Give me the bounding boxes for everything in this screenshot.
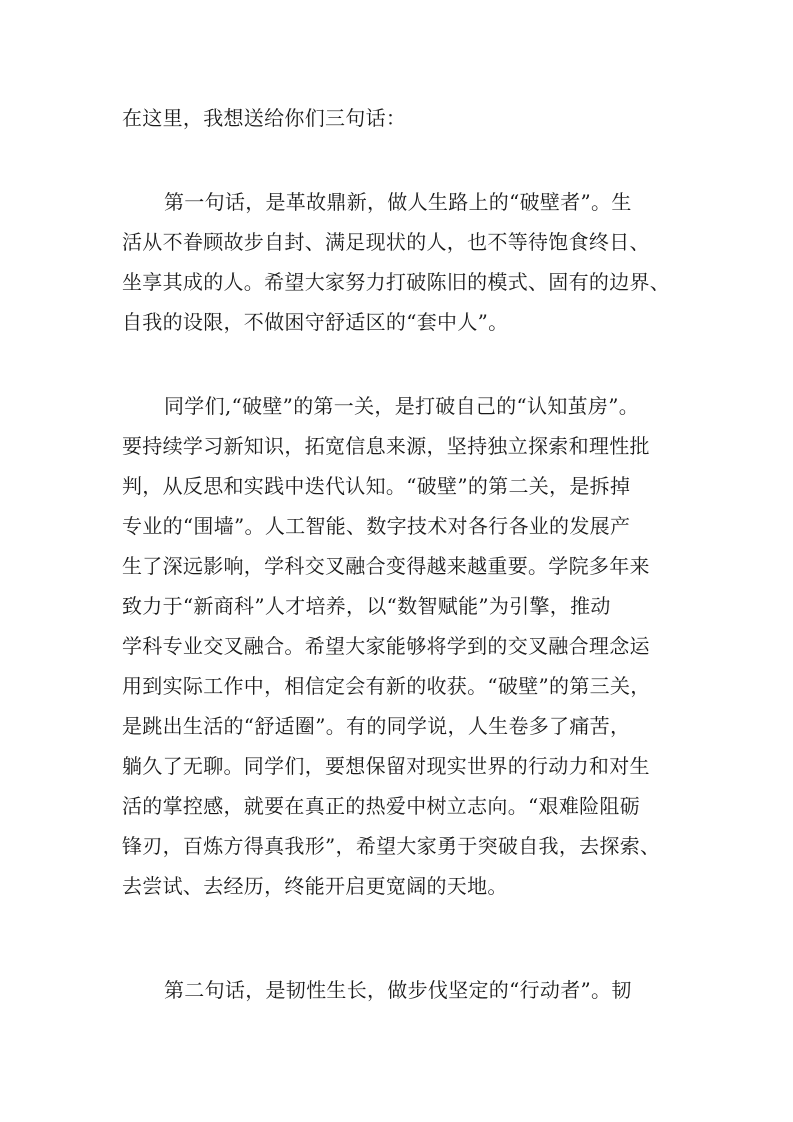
paragraph-2-line-7: 学科专业交叉融合。希望大家能够将学到的交叉融合理念运 — [122, 634, 650, 658]
paragraph-1-line-3: 坐享其成的人。希望大家努力打破陈旧的模式、固有的边界、 — [122, 270, 671, 294]
paragraph-1-line-1: 第一句话，是革故鼎新，做人生路上的“破壁者”。生 — [164, 190, 632, 214]
paragraph-2-line-10: 躺久了无聊。同学们，要想保留对现实世界的行动力和对生 — [122, 754, 650, 778]
paragraph-1-line-2: 活从不眷顾故步自封、满足现状的人，也不等待饱食终日、 — [122, 230, 650, 254]
paragraph-2-line-1: 同学们,“破壁”的第一关，是打破自己的“认知茧房”。 — [164, 394, 640, 418]
paragraph-3-line-1: 第二句话，是韧性生长，做步伐坚定的“行动者”。韧 — [164, 978, 632, 1002]
paragraph-2-line-2: 要持续学习新知识，拓宽信息来源，坚持独立探索和理性批 — [122, 434, 650, 458]
paragraph-2-line-9: 是跳出生活的“舒适圈”。有的同学说，人生卷多了痛苦， — [122, 714, 631, 738]
paragraph-2-line-8: 用到实际工作中，相信定会有新的收获。“破壁”的第三关， — [122, 674, 651, 698]
paragraph-2-line-12: 锋刃，百炼方得真我形”，希望大家勇于突破自我，去探索、 — [122, 834, 661, 858]
paragraph-1-line-4: 自我的设限，不做困守舒适区的“套中人”。 — [122, 310, 509, 334]
paragraph-2-line-6: 致力于“新商科”人才培养，以“数智赋能”为引擎，推动 — [122, 594, 611, 618]
paragraph-2-line-3: 判，从反思和实践中迭代认知。“破壁”的第二关，是拆掉 — [122, 474, 631, 498]
paragraph-2-line-4: 专业的“围墙”。人工智能、数字技术对各行各业的发展产 — [122, 514, 631, 538]
paragraph-2-line-13: 去尝试、去经历，终能开启更宽阔的天地。 — [122, 874, 508, 898]
intro-line: 在这里，我想送给你们三句话： — [122, 106, 407, 130]
paragraph-2-line-5: 生了深远影响，学科交叉融合变得越来越重要。学院多年来 — [122, 554, 650, 578]
paragraph-2-line-11: 活的掌控感，就要在真正的热爱中树立志向。“艰难险阻砺 — [122, 794, 641, 818]
